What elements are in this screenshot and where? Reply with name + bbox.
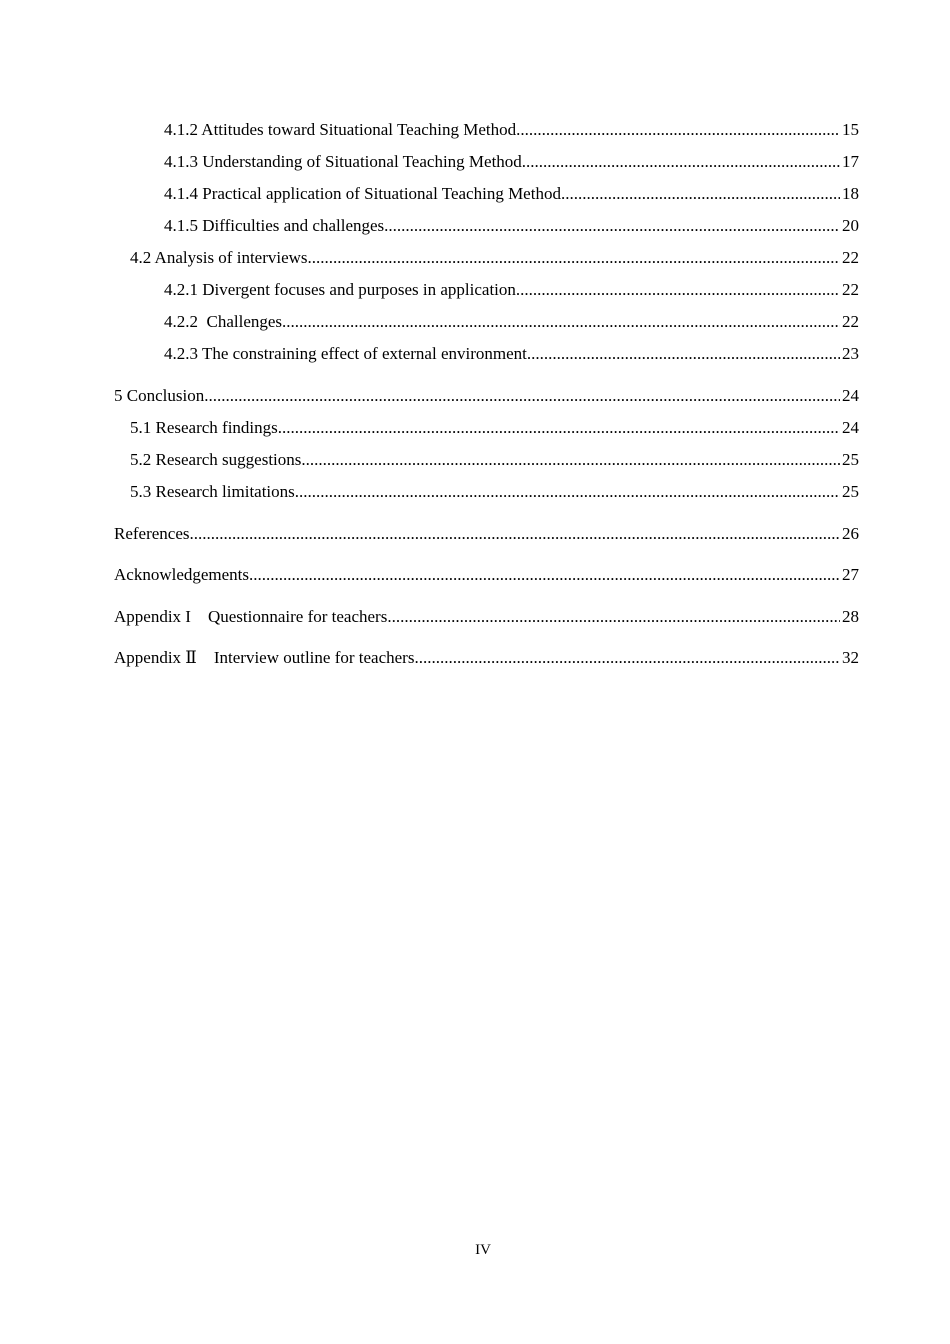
toc-entry-appendix-2[interactable]	[114, 648, 859, 668]
toc-entry-page: 22	[842, 280, 859, 299]
toc-dot-leader	[295, 482, 840, 502]
toc-dot-leader	[387, 607, 840, 627]
toc-entry-page: 32	[842, 648, 859, 667]
toc-entry-title: 4.2.2 Challenges	[164, 312, 283, 331]
toc-entry-page: 23	[842, 344, 859, 363]
toc-entry-appendix-1[interactable]	[114, 607, 859, 627]
toc-entry-page: 25	[842, 450, 859, 469]
toc-entry-title: 5.1 Research findings	[130, 418, 278, 437]
toc-entry-4-2-2[interactable]	[114, 312, 859, 332]
toc-dot-leader	[522, 152, 840, 172]
toc-dot-leader	[414, 648, 840, 668]
toc-entry-page: 24	[842, 418, 859, 437]
toc-entry-page: 25	[842, 482, 859, 501]
toc-entry-title: 4.1.4 Practical application of Situational Teaching Method	[164, 184, 561, 203]
toc-entry-page: 22	[842, 248, 859, 267]
toc-dot-leader	[527, 344, 840, 364]
toc-entry-4-1-4[interactable]	[114, 184, 859, 204]
toc-entry-5[interactable]	[114, 386, 859, 406]
toc-entry-4-2-3[interactable]	[114, 344, 859, 364]
toc-entry-4-1-5[interactable]	[114, 216, 859, 236]
toc-entry-4-1-2[interactable]	[114, 120, 859, 140]
toc-entry-title: 4.2.3 The constraining effect of external environment	[164, 344, 527, 363]
toc-dot-leader	[249, 565, 840, 585]
toc-dot-leader	[308, 248, 840, 268]
toc-dot-leader	[278, 418, 840, 438]
toc-entry-page: 24	[842, 386, 859, 405]
toc-entry-acknowledgements[interactable]	[114, 565, 859, 585]
toc-entry-4-1-3[interactable]	[114, 152, 859, 172]
toc-entry-title: Appendix Ⅱ Interview outline for teachers	[114, 648, 415, 667]
toc-dot-leader	[384, 216, 840, 236]
toc-dot-leader	[516, 280, 840, 300]
toc-entry-4-2[interactable]	[114, 248, 859, 268]
toc-entry-page: 15	[842, 120, 859, 139]
toc-entry-title: 4.1.3 Understanding of Situational Teaching Method	[164, 152, 522, 171]
toc-entry-page: 26	[842, 524, 859, 543]
toc-entry-page: 18	[842, 184, 859, 203]
toc-entry-page: 17	[842, 152, 859, 171]
toc-entry-title: 4.2.1 Divergent focuses and purposes in application	[164, 280, 516, 299]
toc-entry-page: 27	[842, 565, 859, 584]
toc-entry-title: 5 Conclusion	[114, 386, 205, 405]
toc-entry-title: 4.1.2 Attitudes toward Situational Teaching Method	[164, 120, 517, 139]
toc-entry-references[interactable]	[114, 524, 859, 544]
toc-entry-page: 28	[842, 607, 859, 626]
toc-dot-leader	[204, 386, 840, 406]
toc-entry-title: 5.3 Research limitations	[130, 482, 295, 501]
toc-entry-5-3[interactable]	[114, 482, 859, 502]
toc-entry-page: 20	[842, 216, 859, 235]
toc-entry-title: 4.1.5 Difficulties and challenges	[164, 216, 385, 235]
toc-entry-5-1[interactable]	[114, 418, 859, 438]
toc-dot-leader	[282, 312, 840, 332]
toc-entry-4-2-1[interactable]	[114, 280, 859, 300]
toc-entry-5-2[interactable]	[114, 450, 859, 470]
toc-entry-title: Appendix I Questionnaire for teachers	[114, 607, 388, 626]
toc-dot-leader	[516, 120, 840, 140]
toc-entry-title: 4.2 Analysis of interviews	[130, 248, 308, 267]
toc-dot-leader	[561, 184, 840, 204]
toc-dot-leader	[190, 524, 840, 544]
toc-dot-leader	[301, 450, 840, 470]
toc-entry-title: References	[114, 524, 190, 543]
toc-entry-title: Acknowledgements	[114, 565, 250, 584]
toc-entry-page: 22	[842, 312, 859, 331]
toc-entry-title: 5.2 Research suggestions	[130, 450, 302, 469]
page-number: IV	[475, 1242, 491, 1258]
